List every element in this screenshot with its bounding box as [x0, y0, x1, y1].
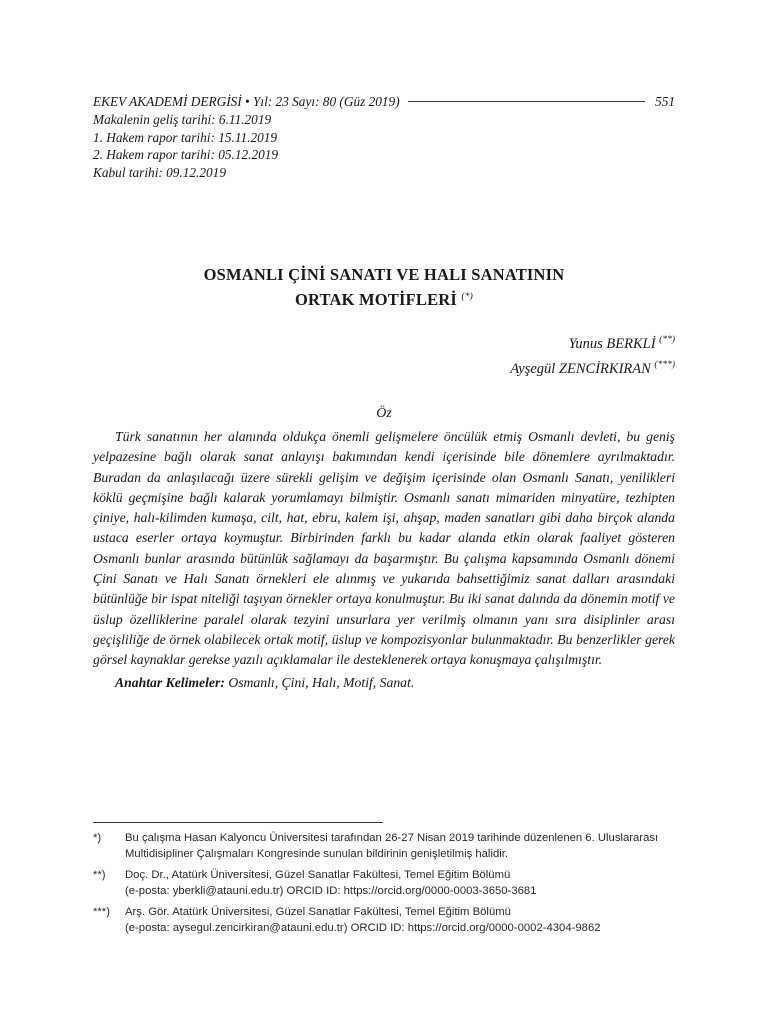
referee1-date: 1. Hakem rapor tarihi: 15.11.2019 — [93, 129, 278, 145]
footnote-3-mark: ***) — [93, 906, 110, 918]
footnote-1-text: Bu çalışma Hasan Kalyoncu Üniversitesi tarafından 26-27 Nisan 2019 tarihinde düzenlenen 6. Uluslararası Multidisipliner Çalışmaları Kongresinde sunulan bildirinin genişletilmiş halidir. — [125, 832, 659, 860]
header-rule — [408, 101, 645, 102]
title-line-1: OSMANLI ÇİNİ SANATI VE HALI SANATININ — [203, 265, 565, 284]
keywords-label: Anahtar Kelimeler: — [115, 674, 225, 690]
received-date: Makalenin geliş tarihi: 6.11.2019 — [93, 112, 272, 127]
abstract — [93, 427, 675, 693]
footnote-2-contact: (e-posta: yberkli@atauni.edu.tr) ORCID ID: https://orcid.org/0000-0003-3650-3681 — [125, 885, 537, 897]
referee2-date: 2. Hakem rapor tarihi: 05.12.2019 — [93, 147, 279, 162]
footnote-2-body — [125, 867, 675, 899]
title-line-2 — [93, 286, 675, 311]
author-1-name: Yunus BERKLİ — [568, 336, 656, 352]
article-title — [93, 264, 675, 311]
page-number: 551 — [655, 94, 675, 109]
abstract-text: Türk sanatının her alanında oldukça önemli gelişmelere öncülük etmiş Osmanlı devleti, bu geniş yelpazesine bağlı olarak sanat anlayışı bakımından kendi içerisinde bile dönemlere ayrılmaktadır. Buradan da anlaşılacağı üzere sürekli gelişim ve değişim içerisinde olan Osmanlı Sanatı, yenilikleri köklü geçmişine bağlı kalarak yorumlamayı bilmiştir. Osmanlı sanatı mimariden minyatüre, tezhipten çiniye, halı-kilimden kumaşa, cilt, hat, ebru, kalem işi, ahşap, maden sanatları gibi daha birçok alanda ustaca eserler ortaya koymuştur. Birbirinden farklı bu kadar alanda etkin olarak faaliyet gösteren Osmanlı bunlar arasında bütünlük sağlamayı da başarmıştır. Bu çalışma kapsamında Osmanlı dönemi Çini Sanatı ve Halı Sanatı örnekleri ele alınmış ve yukarıda bahsettiğimiz sanat dalları arasındaki bütünlüğe bir ispat niteliği taşıyan örnekler ortaya konulmuştur. Bu iki sanat dalında da dönemin motif ve üslup özelliklerine paralel olarak tezyini unsurlara yer verilmiş olmanın yanı sıra disiplinler arası geçişliliğe de örnek olabilecek ortak motif, üslup ve kompozisyonlar bulunmaktadır. Bu benzerlikler gerek görsel kaynaklar gerekse yazılı açıklamalar ile desteklenerek ortaya konuşmaya çalışılmıştır. — [93, 429, 675, 668]
footnote-3-affiliation: Arş. Gör. Atatürk Üniversitesi, Güzel Sanatlar Fakültesi, Temel Eğitim Bölümü — [125, 906, 511, 918]
article-dates — [93, 111, 278, 181]
running-header — [93, 93, 675, 110]
footnote-1 — [93, 830, 675, 862]
author-2 — [510, 355, 675, 380]
keywords — [93, 673, 675, 693]
author-1 — [510, 330, 675, 355]
footnote-3-body — [125, 904, 675, 936]
keywords-list: Osmanlı, Çini, Halı, Motif, Sanat. — [228, 674, 415, 690]
author-list — [510, 330, 675, 380]
abstract-heading: Öz — [376, 406, 392, 421]
author-1-marker: (**) — [659, 335, 675, 345]
author-2-name: Ayşegül ZENCİRKIRAN — [510, 361, 651, 377]
footnote-3 — [93, 904, 675, 936]
title-line-2-text: ORTAK MOTİFLERİ — [294, 290, 458, 309]
footnotes — [93, 830, 675, 941]
author-2-marker: (***) — [654, 360, 675, 370]
footnote-1-mark: *) — [93, 832, 102, 844]
accepted-date: Kabul tarihi: 09.12.2019 — [93, 164, 226, 180]
footnote-2 — [93, 867, 675, 899]
title-footnote-marker: (*) — [461, 292, 474, 302]
footnote-2-mark: **) — [93, 869, 106, 881]
footnote-3-contact: (e-posta: aysegul.zencirkiran@atauni.edu.tr) ORCID ID: https://orcid.org/0000-0002-4304-9862 — [125, 922, 601, 934]
footnote-rule — [93, 822, 383, 823]
footnote-2-affiliation: Doç. Dr., Atatürk Üniversitesi, Güzel Sanatlar Fakültesi, Temel Eğitim Bölümü — [125, 869, 511, 881]
journal-title: EKEV AKADEMİ DERGİSİ • Yıl: 23 Sayı: 80 (Güz 2019) — [93, 94, 400, 109]
